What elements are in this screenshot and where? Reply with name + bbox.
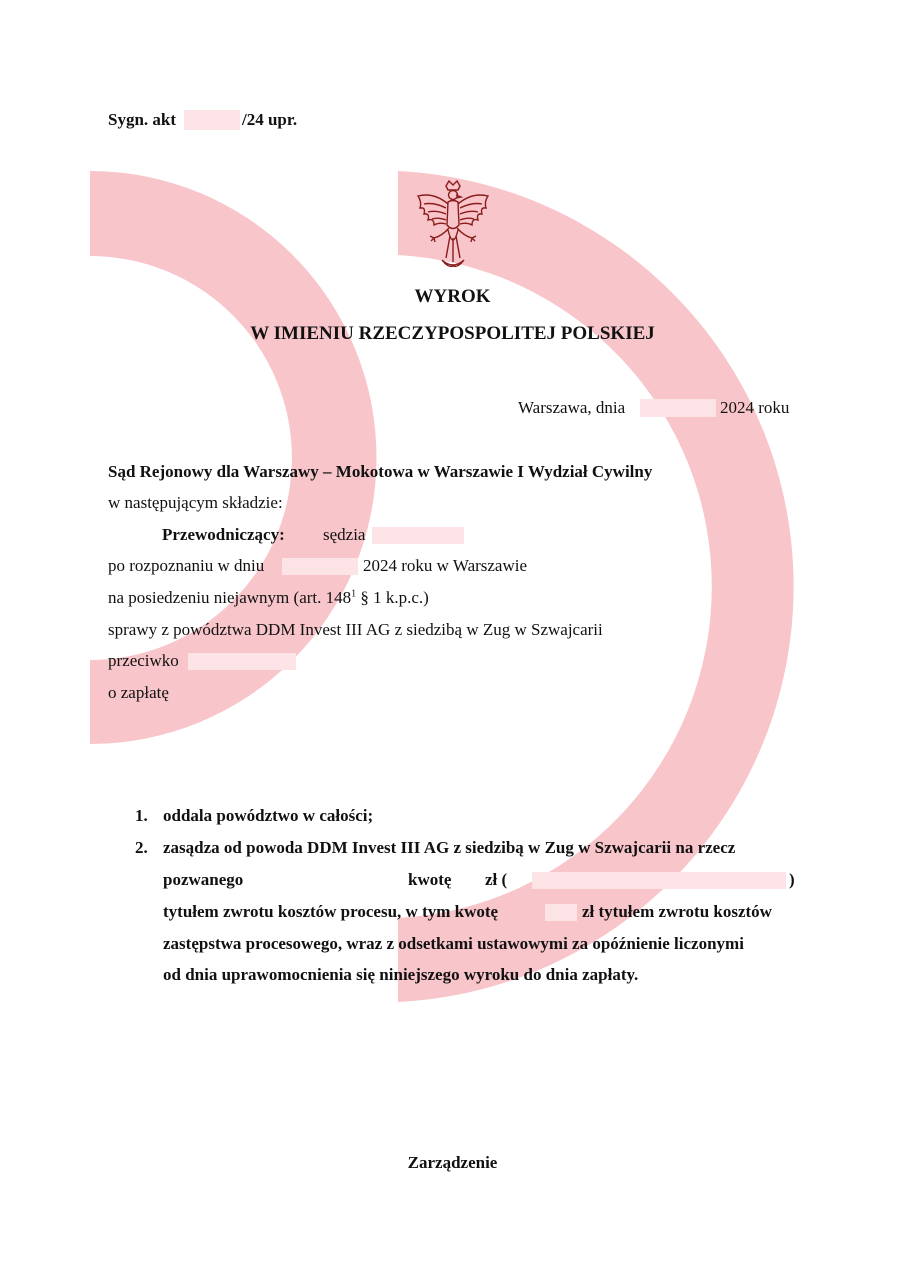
date-prefix: Warszawa, dnia bbox=[518, 398, 626, 417]
case-suffix: /24 upr. bbox=[242, 110, 298, 129]
judgment-title: WYROK bbox=[414, 286, 491, 307]
session-text-b: § 1 k.p.c.) bbox=[356, 588, 429, 607]
redaction-hearing-date bbox=[282, 558, 358, 575]
redaction-judge-name bbox=[372, 527, 464, 544]
judgment-subtitle: W IMIENIU RZECZYPOSPOLITEJ POLSKIEJ bbox=[250, 323, 655, 344]
ruling-2-line-3a: tytułem zwrotu kosztów procesu, w tym kwotę bbox=[163, 902, 499, 921]
ruling-2-amount-label: kwotę bbox=[408, 870, 452, 889]
chair-value: sędzia bbox=[323, 525, 366, 544]
ruling-2-defendant: pozwanego bbox=[163, 870, 244, 889]
hearing-prefix: po rozpoznaniu w dniu bbox=[108, 556, 265, 575]
session-line bbox=[108, 588, 429, 608]
ruling-2-line-3b: zł tytułem zwrotu kosztów bbox=[582, 902, 772, 921]
against-label: przeciwko bbox=[108, 651, 179, 670]
subject-line: o zapłatę bbox=[108, 683, 169, 702]
case-prefix: Sygn. akt bbox=[108, 110, 177, 129]
redaction-defendant bbox=[188, 653, 296, 670]
ruling-1-text: oddala powództwo w całości; bbox=[163, 806, 374, 825]
session-superscript: 1 bbox=[351, 588, 357, 600]
ruling-2-currency: zł ( bbox=[485, 870, 508, 889]
composition-line: w następującym składzie: bbox=[108, 493, 283, 512]
ruling-1-number: 1. bbox=[135, 806, 148, 825]
case-parties: sprawy z powództwa DDM Invest III AG z siedzibą w Zug w Szwajcarii bbox=[108, 620, 603, 639]
ruling-2-number: 2. bbox=[135, 838, 148, 857]
order-heading: Zarządzenie bbox=[407, 1153, 498, 1172]
case-signature bbox=[108, 110, 176, 130]
redaction-date bbox=[640, 399, 716, 417]
session-text-a: na posiedzeniu niejawnym (art. 148 bbox=[108, 588, 352, 607]
ruling-2-line-4: zastępstwa procesowego, wraz z odsetkami ustawowymi za opóźnienie liczonymi bbox=[163, 934, 744, 953]
redaction-amount-words bbox=[532, 872, 786, 889]
court-name: Sąd Rejonowy dla Warszawy – Mokotowa w Warszawie I Wydział Cywilny bbox=[108, 462, 653, 481]
polish-eagle-icon bbox=[412, 180, 494, 272]
redaction-case-number bbox=[184, 110, 240, 130]
ruling-2-line-1: zasądza od powoda DDM Invest III AG z siedzibą w Zug w Szwajcarii na rzecz bbox=[163, 838, 736, 857]
chair-label: Przewodniczący: bbox=[162, 525, 285, 544]
date-suffix: 2024 roku bbox=[720, 398, 790, 417]
redaction-costs-amount bbox=[545, 904, 577, 921]
ruling-2-line-5: od dnia uprawomocnienia się niniejszego wyroku do dnia zapłaty. bbox=[163, 965, 639, 984]
ruling-2-paren-close: ) bbox=[789, 870, 795, 889]
hearing-suffix: 2024 roku w Warszawie bbox=[363, 556, 528, 575]
